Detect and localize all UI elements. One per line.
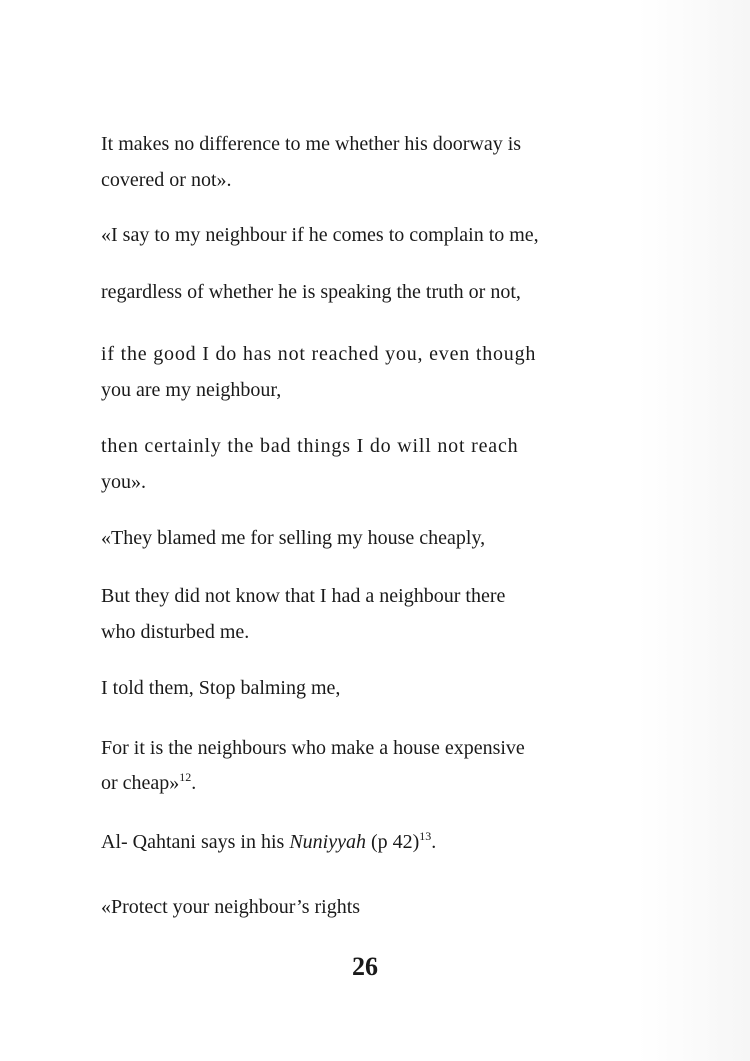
text-fragment: (p 42) — [365, 831, 420, 853]
text-fragment: or cheap» — [101, 772, 180, 794]
text-line: regardless of whether he is speaking the truth or not, — [101, 281, 521, 303]
text-fragment: . — [191, 772, 197, 794]
text-line: if the good I do has not reached you, even though — [101, 343, 537, 365]
text-line — [101, 767, 196, 800]
footnote-ref-12[interactable]: 12 — [179, 770, 192, 784]
qahtani-line — [101, 826, 436, 859]
text-line: «Protect your neighbour’s rights — [101, 896, 361, 918]
text-line: I told them, Stop balming me, — [101, 677, 341, 699]
book-title: Nuniyyah — [289, 831, 366, 853]
text-line: «They blamed me for selling my house cheaply, — [101, 527, 486, 549]
text-fragment: . — [431, 831, 437, 853]
text-line: who disturbed me. — [101, 621, 250, 643]
text-line: covered or not». — [101, 169, 232, 191]
text-line: you». — [101, 471, 146, 493]
page-number: 26 — [352, 952, 378, 981]
text-line: you are my neighbour, — [101, 379, 282, 401]
text-line: For it is the neighbours who make a house expensive — [101, 737, 525, 759]
text-fragment: Al- Qahtani says in his — [101, 831, 290, 853]
text-line: It makes no difference to me whether his doorway is — [101, 133, 522, 155]
text-line: then certainly the bad things I do will not reach — [101, 435, 519, 457]
text-line: «I say to my neighbour if he comes to complain to me, — [101, 224, 539, 246]
text-line: But they did not know that I had a neighbour there — [101, 585, 506, 607]
footnote-ref-13[interactable]: 13 — [419, 829, 432, 843]
